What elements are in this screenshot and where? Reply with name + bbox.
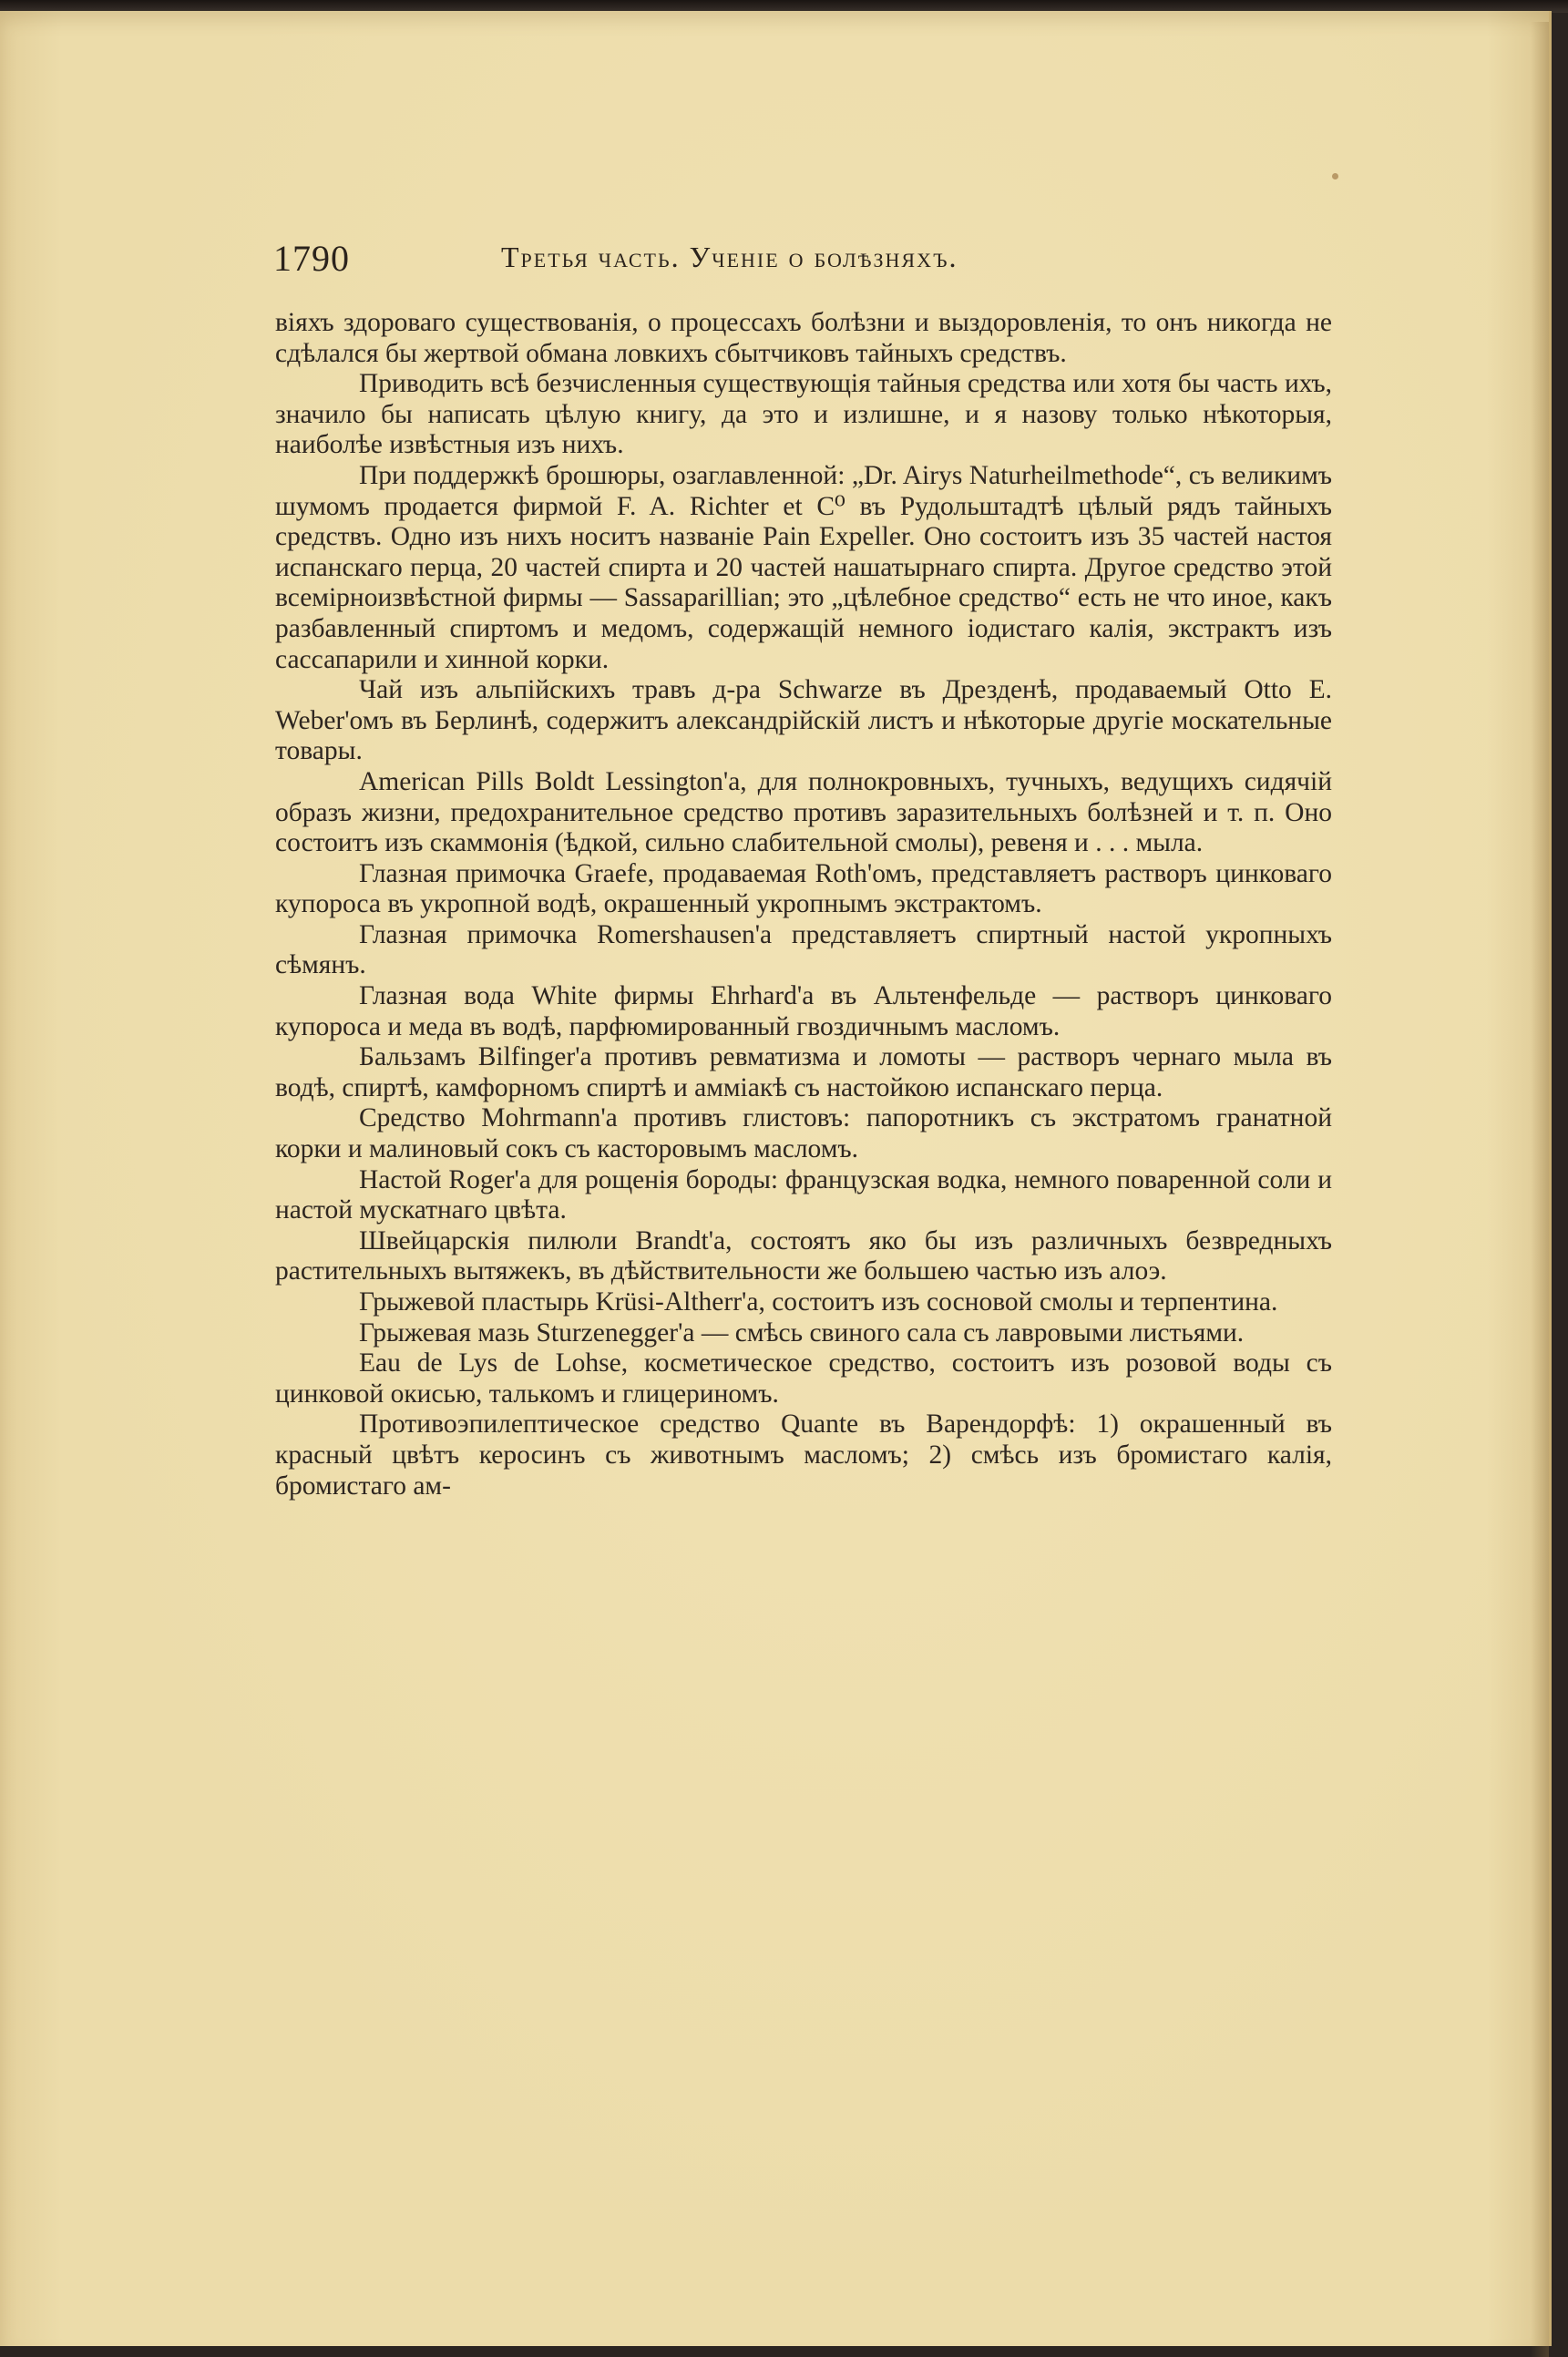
- page-header: [273, 237, 1348, 282]
- paper-spot: [1332, 173, 1338, 179]
- paragraph: Бальзамъ Bilfinger'а противъ ревматизма и ломоты — растворъ чернаго мыла въ водѣ, спиртѣ, камфорномъ спиртѣ и амміакѣ съ настойкою испанскаго перца.: [275, 1042, 1332, 1102]
- paragraph: Грыжевой пластырь Krüsi-Altherr'а, состоитъ изъ сосновой смолы и терпентина.: [359, 1287, 1278, 1317]
- paragraph: Приводить всѣ безчисленныя существующія тайныя средства или хотя бы часть ихъ, значило бы написать цѣлую книгу, да это и излишне, и я назову только нѣкоторыя, наиболѣе извѣстныя изъ нихъ.: [275, 369, 1332, 460]
- paragraph: Глазная примочка Graefe, продаваемая Roth'омъ, представляетъ растворъ цинковаго купороса въ укропной водѣ, окрашенный укропнымъ экстрактомъ.: [275, 858, 1332, 919]
- paragraph: Глазная вода White фирмы Ehrhard'а въ Альтенфельде — растворъ цинковаго купороса и меда въ водѣ, парфюмированный гвоздичнымъ масломъ.: [275, 981, 1332, 1041]
- page-number: 1790: [273, 238, 350, 279]
- paragraph: American Pills Boldt Lessington'а, для полнокровныхъ, тучныхъ, ведущихъ сидячій образъ жизни, предохранительное средство противъ заразительныхъ болѣзней и т. п. Оно состоитъ изъ скаммонія (ѣдкой, сильно слабительной смолы), ревеня и . . . мыла.: [275, 766, 1332, 858]
- paragraph: При поддержкѣ брошюры, озаглавленной: „Dr. Airys Naturheilmethode“, съ великимъ шумомъ продается фирмой F. A. Richter et C⁰ въ Рудольштадтѣ цѣлый рядъ тайныхъ средствъ. Одно изъ нихъ носитъ названіе Pain Expeller. Оно состоитъ изъ 35 частей настоя испанскаго перца, 20 частей спирта и 20 частей нашатырнаго спирта. Другое средство этой всемірноизвѣстной фирмы — Sassaparillian; это „цѣлебное средство“ есть не что иное, какъ разбавленный спиртомъ и медомъ, содержащій немного іодистаго калія, экстрактъ изъ сассапарили и хинной корки.: [275, 460, 1332, 674]
- paragraph: віяхъ здороваго существованія, о процессахъ болѣзни и выздоровленія, то онъ никогда не сдѣлался бы жертвой обмана ловкихъ сбытчиковъ тайныхъ средствъ.: [275, 308, 1332, 368]
- paragraph: Чай изъ альпійскихъ травъ д-ра Schwarze въ Дрезденѣ, продаваемый Otto E. Weber'омъ въ Берлинѣ, содержитъ александрійскій листъ и нѣкоторые другіе москательные товары.: [275, 675, 1332, 766]
- running-title: Третья часть. Ученіе о болѣзняхъ.: [501, 241, 958, 273]
- paragraph: Противоэпилептическое средство Quante въ Варендорфѣ: 1) окрашенный въ красный цвѣтъ керосинъ съ животнымъ масломъ; 2) смѣсь изъ бромистаго калія, бромистаго ам-: [275, 1409, 1332, 1501]
- paragraph: Настой Roger'а для рощенія бороды: французская водка, немного поваренной соли и настой мускатнаго цвѣта.: [275, 1164, 1332, 1225]
- paragraph: Швейцарскія пилюли Brandt'а, состоятъ яко бы изъ различныхъ безвредныхъ растительныхъ вытяжекъ, въ дѣйствительности же большею частью изъ алоэ.: [275, 1225, 1332, 1286]
- body-text: [275, 308, 1332, 1501]
- paragraph: Eau de Lys de Lohse, косметическое средство, состоитъ изъ розовой воды съ цинковой окисью, талькомъ и глицериномъ.: [275, 1348, 1332, 1409]
- paragraph: Грыжевая мазь Sturzenegger'а — смѣсь свиного сала съ лавровыми листьями.: [359, 1317, 1245, 1348]
- paragraph: Глазная примочка Romershausen'а представляетъ спиртный настой укропныхъ сѣмянъ.: [275, 919, 1332, 980]
- paragraph: Средство Mohrmann'а противъ глистовъ: папоротникъ съ экстратомъ гранатной корки и малиновый сокъ съ касторовымъ масломъ.: [275, 1103, 1332, 1164]
- book-page: [0, 11, 1552, 2346]
- page-gutter-shadow: [1531, 22, 1549, 2357]
